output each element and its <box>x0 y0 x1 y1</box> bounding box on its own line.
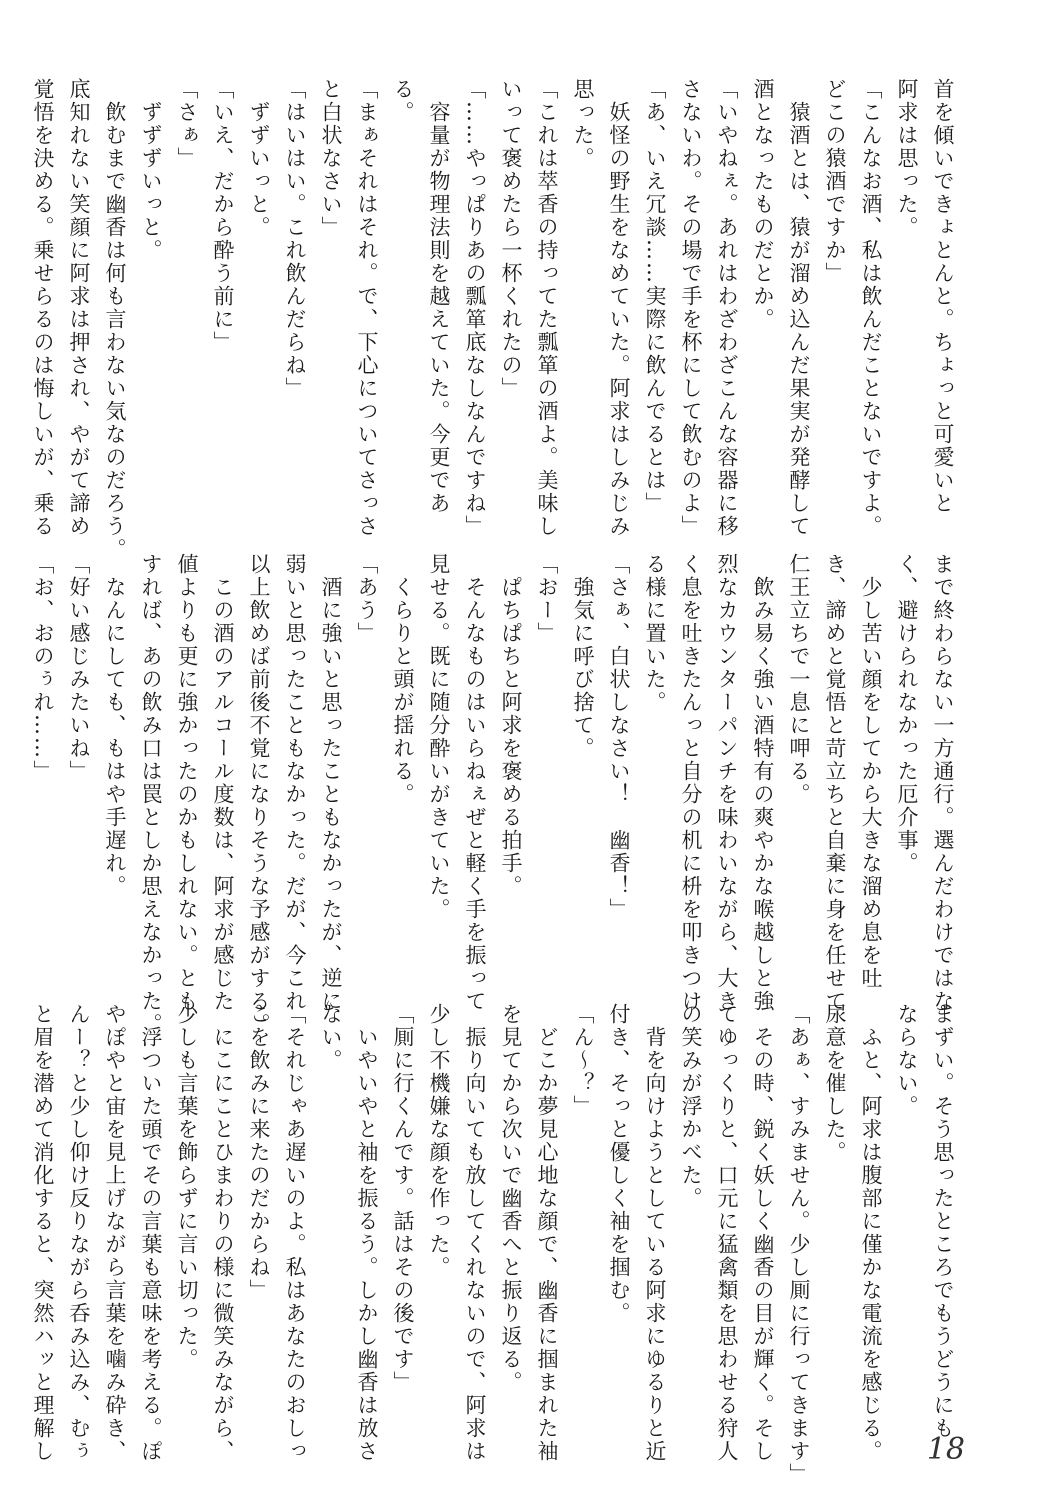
text-line: 覚悟を決める。乗せらるのは悔しいが、乗る <box>31 78 55 538</box>
text-line: と眉を潜めて消化すると、突然ハッと理解し <box>31 1003 55 1463</box>
text-line: 仁王立ちで一息に呷る。 <box>787 553 811 806</box>
text-line: 見せる。既に随分酔いがきていた。 <box>427 553 451 921</box>
text-block-middle <box>31 553 961 1036</box>
text-line: の笑みが浮かべた。 <box>679 1003 703 1210</box>
text-line: 猿酒とは、猿が溜め込んだ果実が発酵して <box>787 78 811 538</box>
text-line: どこの猿酒ですか」 <box>823 78 847 285</box>
text-line: 強気に呼び捨て。 <box>571 553 595 760</box>
text-line: 以上飲めば前後不覚になりそうな予感がする。 <box>247 553 271 1036</box>
text-line: 酒となったものだとか。 <box>751 78 775 331</box>
text-line: 「あう」 <box>355 553 379 645</box>
text-line: 「あ、いえ冗談……実際に飲んでるとは」 <box>643 78 667 515</box>
text-line: 「こんなお酒、私は飲んだことないですよ。 <box>859 78 883 538</box>
text-line: 「はいはい。これ飲んだらね」 <box>283 78 307 400</box>
text-line: いって褒めたら一杯くれたの」 <box>499 78 523 400</box>
text-line: 弱いと思ったこともなかった。だが、今これ <box>283 553 307 1013</box>
text-line: 尿意を催した。 <box>823 1003 847 1164</box>
text-line: まで終わらない一方通行。選んだわけではな <box>931 553 955 1013</box>
text-line: その時、鋭く妖しく幽香の目が輝く。そし <box>751 1003 775 1463</box>
text-line: 少し苦い顔をしてから大きな溜め息を吐 <box>859 553 883 990</box>
text-line: 飲み易く強い酒特有の爽やかな喉越しと強 <box>751 553 775 1013</box>
text-line: まずい。そう思ったところでもうどうにも <box>931 1003 955 1440</box>
text-line: くらりと頭が揺れる。 <box>391 553 415 806</box>
text-line: 底知れない笑顔に阿求は押され、やがて諦め <box>67 78 91 538</box>
text-line: すれば、あの飲み口は罠としか思えなかった。 <box>139 553 163 1036</box>
text-line: ならない。 <box>895 1003 919 1118</box>
text-line: にこにことひまわりの様に微笑みながら、 <box>211 1003 235 1463</box>
text-line: 「ん〜？」 <box>571 1003 595 1118</box>
page-number: 18 <box>926 1432 965 1467</box>
text-line: いやいやと袖を振るう。しかし幽香は放さ <box>355 1003 379 1463</box>
text-line: く息を吐きたんっと自分の机に枡を叩きつけ <box>679 553 703 1013</box>
text-line: 「さぁ」 <box>175 78 199 170</box>
text-line: んー？と少し仰け反りながら呑み込み、むぅ <box>67 1003 91 1463</box>
text-line: 付き、そっと優しく袖を掴む。 <box>607 1003 631 1325</box>
text-line: 浮ついた頭でその言葉も意味を考える。ぽ <box>139 1003 163 1463</box>
text-line: 烈なカウンターパンチを味わいながら、大き <box>715 553 739 1013</box>
text-line: 首を傾いできょとんと。ちょっと可愛いと <box>931 78 955 515</box>
text-line: る。 <box>391 78 415 124</box>
text-line: 「おー」 <box>535 553 559 645</box>
text-line: 「厠に行くんです。話はその後です」 <box>391 1003 415 1394</box>
text-line: 「さぁ、白状しなさい！ 幽香！」 <box>607 553 631 921</box>
text-line: なんにしても、もはや手遅れ。 <box>103 553 127 898</box>
text-line: 振り向いても放してくれないので、阿求は <box>463 1003 487 1463</box>
text-line: どこか夢見心地な顔で、幽香に掴まれた袖 <box>535 1003 559 1463</box>
text-line: る様に置いた。 <box>643 553 667 714</box>
text-line: 背を向けようとしている阿求にゆるりと近 <box>643 1003 667 1463</box>
text-line: 値よりも更に強かったのかもしれない。とも <box>175 553 199 1013</box>
text-line: き、諦めと覚悟と苛立ちと自棄に身を任せて <box>823 553 847 1013</box>
text-line: 酒に強いと思ったこともなかったが、逆に <box>319 553 343 1013</box>
text-line: く、避けられなかった厄介事。 <box>895 553 919 875</box>
text-line: てゆっくりと、口元に猛禽類を思わせる狩人 <box>715 1003 739 1463</box>
text-line: 「いえ、だから酔う前に」 <box>211 78 235 354</box>
text-line: 容量が物理法則を越えていた。今更であ <box>427 78 451 515</box>
text-line: 「これは萃香の持ってた瓢箪の酒よ。美味し <box>535 78 559 538</box>
text-line: 「好い感じみたいね」 <box>67 553 91 783</box>
text-line: こを飲みに来たのだからね」 <box>247 1003 271 1302</box>
text-line: 妖怪の野生をなめていた。阿求はしみじみ <box>607 78 631 538</box>
text-line: 「まぁそれはそれ。で、下心についてさっさ <box>355 78 379 538</box>
text-line: さないわ。その場で手を杯にして飲むのよ」 <box>679 78 703 538</box>
text-line: 「あぁ、すみません。少し厠に行ってきます」 <box>787 1003 811 1486</box>
text-line: この酒のアルコール度数は、阿求が感じた <box>211 553 235 1013</box>
text-line: そんなものはいらねぇぜと軽く手を振って <box>463 553 487 1013</box>
text-line: ぱちぱちと阿求を褒める拍手。 <box>499 553 523 898</box>
text-line: ずずずいっと。 <box>139 78 163 262</box>
text-line: やぽやと宙を見上げながら言葉を噛み砕き、 <box>103 1003 127 1463</box>
text-line: ない。 <box>319 1003 343 1072</box>
text-line: 少しも言葉を飾らずに言い切った。 <box>175 1003 199 1371</box>
text-line: 飲むまで幽香は何も言わない気なのだろう。 <box>103 78 127 561</box>
text-line: 思った。 <box>571 78 595 170</box>
text-line: と白状なさい」 <box>319 78 343 239</box>
text-block-top <box>31 78 961 561</box>
text-line: 「いやねぇ。あれはわざわざこんな容器に移 <box>715 78 739 538</box>
text-line: ずずいっと。 <box>247 78 271 239</box>
text-line: ふと、阿求は腹部に僅かな電流を感じる。 <box>859 1003 883 1463</box>
text-line: を見てから次いで幽香へと振り返る。 <box>499 1003 523 1394</box>
text-line: 「……やっぱりあの瓢箪底なしなんですね」 <box>463 78 487 538</box>
text-line: 少し不機嫌な顔を作った。 <box>427 1003 451 1279</box>
text-line: 「それじゃあ遅いのよ。私はあなたのおしっ <box>283 1003 307 1463</box>
text-line: 阿求は思った。 <box>895 78 919 239</box>
text-line: 「お、おのぅれ……」 <box>31 553 55 783</box>
